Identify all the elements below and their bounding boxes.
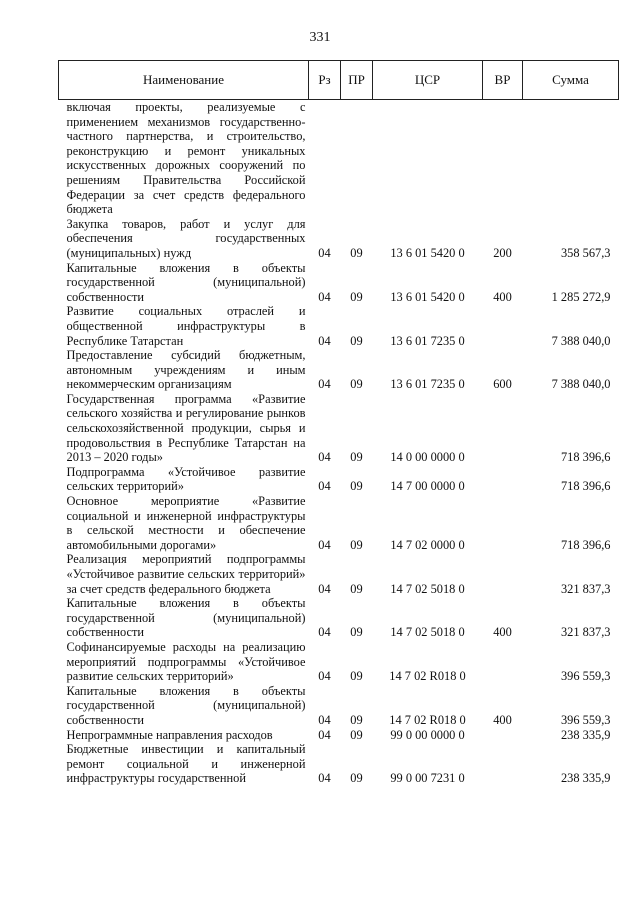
row-csr: 99 0 00 7231 0 xyxy=(390,771,465,786)
row-name: Бюджетные инвестиции и капитальный ремонт социальной и инженерной инфраструктуры государственной xyxy=(66,742,306,786)
table-row xyxy=(59,465,619,494)
table-row xyxy=(59,304,619,348)
row-sum: 718 396,6 xyxy=(560,450,611,465)
row-csr: 13 6 01 5420 0 xyxy=(390,289,465,304)
row-csr: 13 6 01 7235 0 xyxy=(390,377,465,392)
row-csr: 14 7 02 0000 0 xyxy=(390,537,465,552)
row-pr: 09 xyxy=(350,669,363,684)
row-vr xyxy=(483,728,523,743)
row-sum: 7 388 040,0 xyxy=(551,377,611,392)
row-csr: 13 6 01 7235 0 xyxy=(390,333,465,348)
row-vr xyxy=(483,742,523,786)
row-pr: 09 xyxy=(350,537,363,552)
row-sum xyxy=(523,100,619,217)
row-rz: 04 xyxy=(318,289,331,304)
table-header-row xyxy=(59,61,619,100)
row-rz: 04 xyxy=(318,537,331,552)
row-vr: 400 xyxy=(493,289,512,304)
table-row xyxy=(59,742,619,786)
row-name: Государственная программа «Развитие сельского хозяйства и регулирование рынков сельскохозяйственной продукции, сырья и продовольствия в Республике Татарстан на 2013 – 2020 годы» xyxy=(66,391,306,465)
table-row xyxy=(59,392,619,465)
row-csr: 14 7 00 0000 0 xyxy=(390,479,465,494)
row-sum: 1 285 272,9 xyxy=(551,289,611,304)
row-pr: 09 xyxy=(350,245,363,260)
row-csr: 14 7 02 5018 0 xyxy=(390,625,465,640)
row-rz: 04 xyxy=(318,581,331,596)
row-pr: 09 xyxy=(350,771,363,786)
row-rz: 04 xyxy=(318,450,331,465)
header-rz: Рз xyxy=(309,61,341,100)
row-csr xyxy=(373,100,483,217)
table-row xyxy=(59,640,619,684)
row-rz: 04 xyxy=(318,712,331,727)
header-name: Наименование xyxy=(59,61,309,100)
row-pr: 09 xyxy=(350,625,363,640)
row-rz: 04 xyxy=(318,727,331,742)
row-pr: 09 xyxy=(350,581,363,596)
row-rz: 04 xyxy=(318,669,331,684)
row-sum: 321 837,3 xyxy=(560,581,611,596)
row-csr: 14 7 02 R018 0 xyxy=(389,712,466,727)
row-sum: 396 559,3 xyxy=(560,669,611,684)
table-row xyxy=(59,552,619,596)
row-name: Капитальные вложения в объекты государственной (муниципальной) собственности xyxy=(66,596,306,640)
row-vr xyxy=(483,552,523,596)
row-rz: 04 xyxy=(318,333,331,348)
row-name: Основное мероприятие «Развитие социальной и инженерной инфраструктуры в сельской местности и обеспечение автомобильными дорогами» xyxy=(66,494,306,552)
row-name: Предоставление субсидий бюджетным, автономным учреждениям и иным некоммерческим организациям xyxy=(66,348,306,392)
row-vr: 600 xyxy=(493,377,512,392)
table-row xyxy=(59,261,619,305)
table-row xyxy=(59,728,619,743)
row-name: Подпрограмма «Устойчивое развитие сельских территорий» xyxy=(66,464,306,494)
row-name: Капитальные вложения в объекты государственной (муниципальной) собственности xyxy=(66,683,306,727)
row-pr: 09 xyxy=(350,450,363,465)
row-sum: 238 335,9 xyxy=(560,771,611,786)
row-pr: 09 xyxy=(350,289,363,304)
row-vr xyxy=(483,640,523,684)
row-vr: 400 xyxy=(493,712,512,727)
row-name: Капитальные вложения в объекты государственной (муниципальной) собственности xyxy=(66,260,306,304)
row-csr: 14 7 02 5018 0 xyxy=(390,581,465,596)
row-sum: 321 837,3 xyxy=(560,625,611,640)
row-name: Непрограммные направления расходов xyxy=(66,727,273,742)
row-csr: 14 7 02 R018 0 xyxy=(389,669,466,684)
row-sum: 358 567,3 xyxy=(560,245,611,260)
row-rz xyxy=(309,100,341,217)
row-rz: 04 xyxy=(318,625,331,640)
row-pr: 09 xyxy=(350,377,363,392)
row-rz: 04 xyxy=(318,771,331,786)
row-csr: 14 0 00 0000 0 xyxy=(390,450,465,465)
header-sum: Сумма xyxy=(523,61,619,100)
row-vr xyxy=(483,392,523,465)
row-vr: 400 xyxy=(493,625,512,640)
row-csr: 13 6 01 5420 0 xyxy=(390,245,465,260)
row-name: Софинансируемые расходы на реализацию мероприятий подпрограммы «Устойчивое развитие сельских территорий» xyxy=(66,639,306,684)
row-sum: 396 559,3 xyxy=(560,712,611,727)
table-row xyxy=(59,684,619,728)
header-csr: ЦСР xyxy=(373,61,483,100)
row-name: Реализация мероприятий подпрограммы «Устойчивое развитие сельских территорий» за счет средств федерального бюджета xyxy=(66,552,306,596)
row-vr xyxy=(483,304,523,348)
row-vr: 200 xyxy=(493,245,512,260)
row-sum: 718 396,6 xyxy=(560,537,611,552)
row-pr: 09 xyxy=(350,712,363,727)
page-number: 331 xyxy=(309,30,331,45)
header-pr: ПР xyxy=(341,61,373,100)
row-name: Развитие социальных отраслей и общественной инфраструктуры в Республике Татарстан xyxy=(66,304,306,348)
header-vr: ВР xyxy=(483,61,523,100)
row-pr: 09 xyxy=(350,727,363,742)
table-row xyxy=(59,348,619,392)
row-sum: 718 396,6 xyxy=(560,479,611,494)
row-rz: 04 xyxy=(318,479,331,494)
budget-table xyxy=(58,60,619,786)
table-row xyxy=(59,494,619,552)
table-row xyxy=(59,100,619,217)
row-vr xyxy=(483,465,523,494)
row-rz: 04 xyxy=(318,245,331,260)
row-pr xyxy=(341,100,373,217)
row-name: включая проекты, реализуемые с применением механизмов государственно-частного партнерства, и строительство, реконструкцию и ремонт уникальных искусственных дорожных сооружений по решениям Правительства Российской Федерации за счет средств федерального бюджета xyxy=(66,100,306,217)
row-rz: 04 xyxy=(318,377,331,392)
row-pr: 09 xyxy=(350,333,363,348)
row-csr: 99 0 00 0000 0 xyxy=(390,727,465,742)
table-row xyxy=(59,596,619,640)
row-vr xyxy=(483,100,523,217)
row-pr: 09 xyxy=(350,479,363,494)
table-body xyxy=(59,100,619,786)
table-row xyxy=(59,217,619,261)
row-name: Закупка товаров, работ и услуг для обеспечения государственных (муниципальных) нужд xyxy=(66,216,306,260)
row-sum: 7 388 040,0 xyxy=(551,333,611,348)
row-vr xyxy=(483,494,523,552)
row-sum: 238 335,9 xyxy=(560,727,611,742)
